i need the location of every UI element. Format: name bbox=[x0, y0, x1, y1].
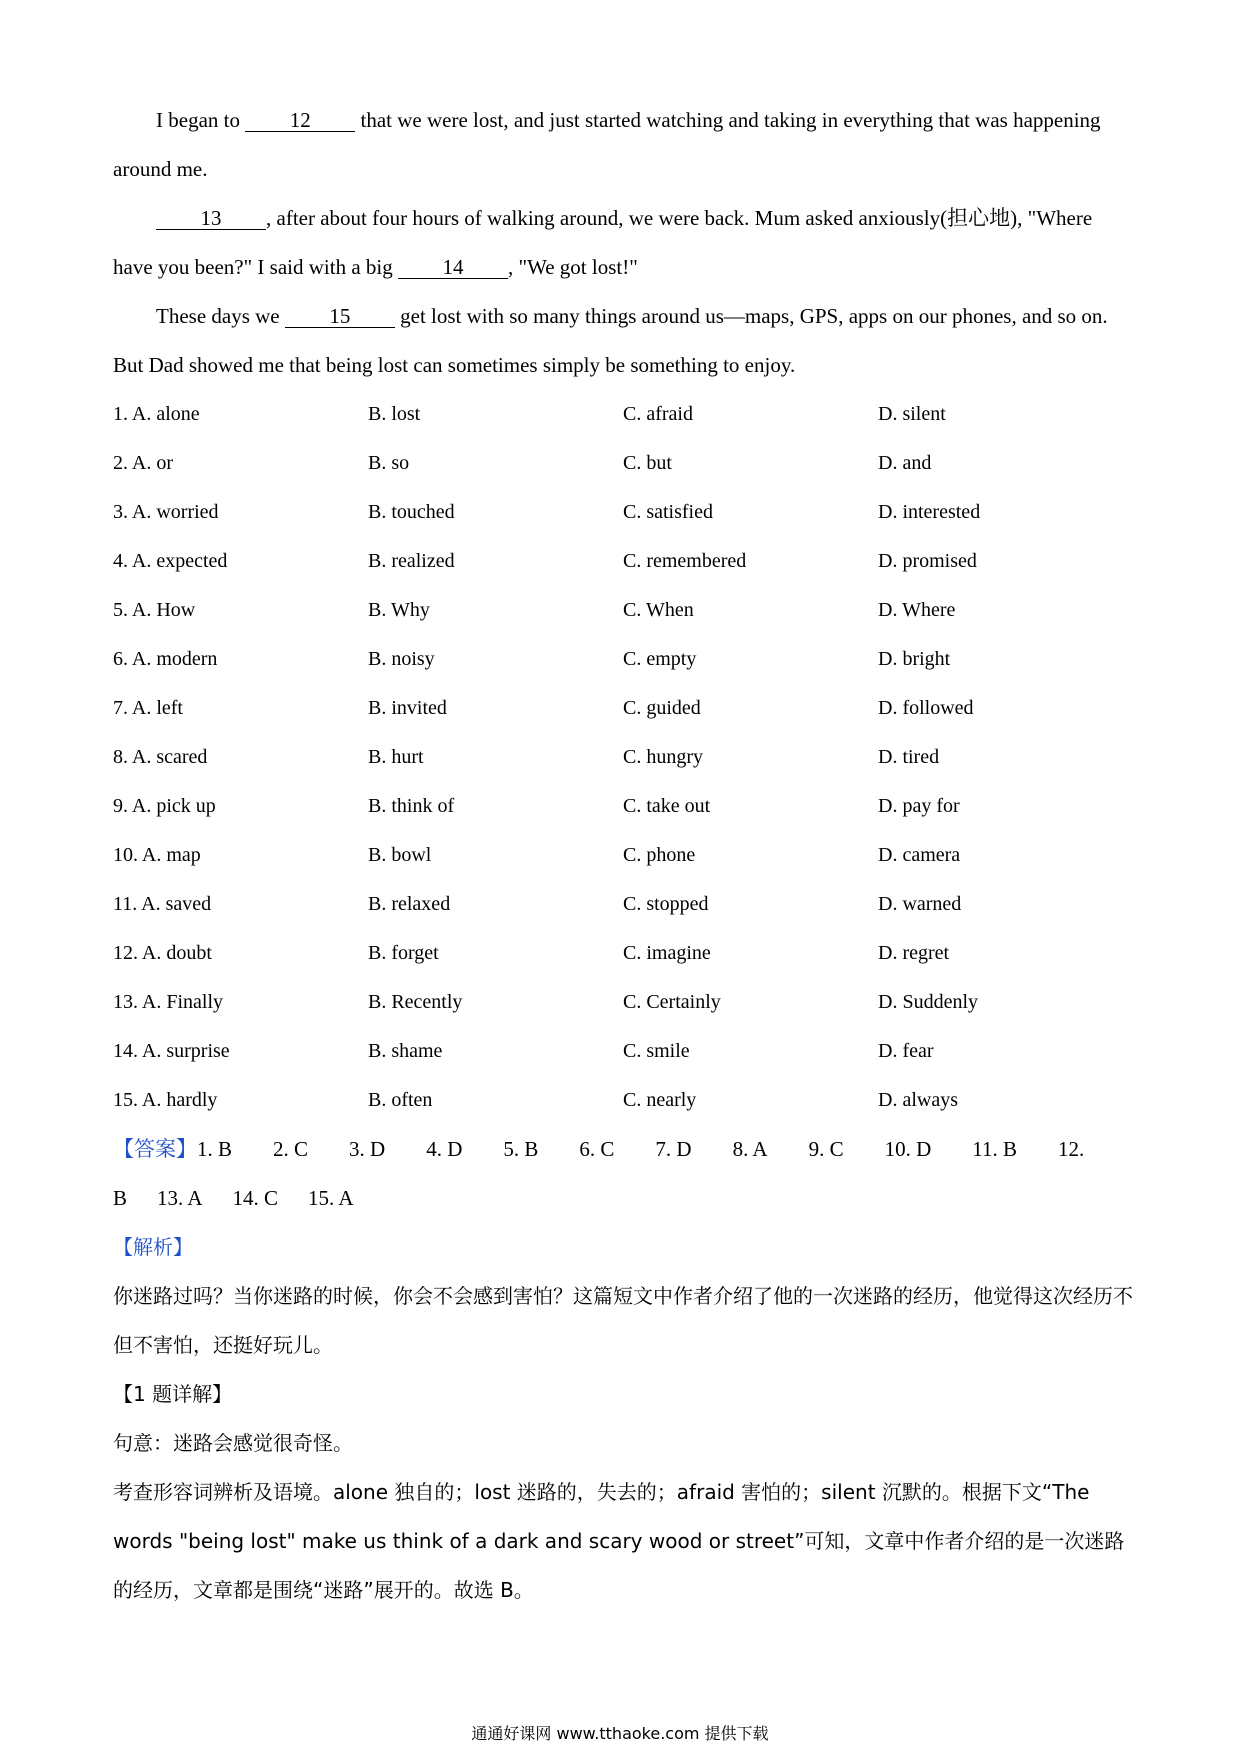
option-14-D: D. fear bbox=[878, 1040, 934, 1062]
option-row-13 bbox=[113, 978, 1133, 1027]
answer-item: 2. C bbox=[273, 1137, 309, 1161]
option-8-D: D. tired bbox=[878, 746, 940, 768]
option-12-B: B. forget bbox=[368, 942, 439, 964]
option-11-B: B. relaxed bbox=[368, 893, 451, 915]
answer-item: 9. C bbox=[808, 1137, 844, 1161]
answer-item: 11. B bbox=[972, 1137, 1018, 1161]
option-10-B: B. bowl bbox=[368, 844, 432, 866]
option-row-6 bbox=[113, 635, 1133, 684]
option-9-B: B. think of bbox=[368, 795, 455, 817]
option-8-B: B. hurt bbox=[368, 746, 424, 768]
option-9-C: C. take out bbox=[623, 795, 711, 817]
answer-item: 10. D bbox=[884, 1137, 932, 1161]
option-3-A: 3. A. worried bbox=[113, 501, 219, 523]
option-1-A: 1. A. alone bbox=[113, 403, 200, 425]
option-14-B: B. shame bbox=[368, 1040, 443, 1062]
option-row-8 bbox=[113, 733, 1133, 782]
page-footer: 通通好课网 www.tthaoke.com 提供下载 bbox=[471, 1724, 769, 1743]
option-6-A: 6. A. modern bbox=[113, 648, 218, 670]
option-11-A: 11. A. saved bbox=[113, 893, 212, 915]
answer-item: 3. D bbox=[349, 1137, 386, 1161]
option-11-C: C. stopped bbox=[623, 893, 709, 915]
option-7-C: C. guided bbox=[623, 697, 701, 719]
option-8-A: 8. A. scared bbox=[113, 746, 208, 768]
option-4-D: D. promised bbox=[878, 550, 977, 572]
answer-item: 13. A bbox=[157, 1186, 203, 1210]
analysis-tag: 【解析】 bbox=[113, 1235, 193, 1259]
option-1-D: D. silent bbox=[878, 403, 946, 425]
answer-line-2 bbox=[113, 1174, 1133, 1223]
option-15-D: D. always bbox=[878, 1089, 958, 1111]
option-row-2 bbox=[113, 439, 1133, 488]
option-12-A: 12. A. doubt bbox=[113, 942, 212, 964]
option-13-A: 13. A. Finally bbox=[113, 991, 224, 1013]
option-6-B: B. noisy bbox=[368, 648, 435, 670]
option-row-3 bbox=[113, 488, 1133, 537]
option-13-B: B. Recently bbox=[368, 991, 463, 1013]
answer-item: B bbox=[113, 1186, 128, 1210]
option-row-5 bbox=[113, 586, 1133, 635]
blank-14: 14 bbox=[398, 256, 508, 279]
option-row-14 bbox=[113, 1027, 1133, 1076]
answer-item: 14. C bbox=[232, 1186, 279, 1210]
option-row-15 bbox=[113, 1076, 1133, 1125]
text-segment: , "We got lost!" bbox=[508, 255, 638, 279]
option-5-B: B. Why bbox=[368, 599, 430, 621]
option-8-C: C. hungry bbox=[623, 746, 703, 768]
option-10-C: C. phone bbox=[623, 844, 696, 866]
option-row-9 bbox=[113, 782, 1133, 831]
option-9-A: 9. A. pick up bbox=[113, 795, 216, 817]
option-row-10 bbox=[113, 831, 1133, 880]
option-3-C: C. satisfied bbox=[623, 501, 713, 523]
answer-item: 1. B bbox=[197, 1137, 233, 1161]
answer-line-1 bbox=[113, 1125, 1133, 1174]
answer-item: 12. bbox=[1058, 1137, 1085, 1161]
option-2-A: 2. A. or bbox=[113, 452, 173, 474]
answer-item: 15. A bbox=[308, 1186, 354, 1210]
question-1-heading: 【1 题详解】 bbox=[113, 1382, 233, 1406]
option-10-A: 10. A. map bbox=[113, 844, 201, 866]
option-2-B: B. so bbox=[368, 452, 410, 474]
option-2-C: C. but bbox=[623, 452, 672, 474]
analysis-summary: 你迷路过吗？当你迷路的时候，你会不会感到害怕？这篇短文中作者介绍了他的一次迷路的经历，他觉得这次经历不但不害怕，还挺好玩儿。 bbox=[113, 1284, 1133, 1357]
text-segment: get lost with so many things around us—maps, GPS, apps on our phones, and so on. But Dad showed me that being lost can sometimes simply be something to enjoy. bbox=[113, 304, 1108, 377]
option-row-12 bbox=[113, 929, 1133, 978]
passage-paragraph-1 bbox=[113, 96, 1133, 194]
option-5-A: 5. A. How bbox=[113, 599, 196, 621]
text-segment: These days we bbox=[156, 304, 285, 328]
option-4-C: C. remembered bbox=[623, 550, 747, 572]
option-10-D: D. camera bbox=[878, 844, 961, 866]
answer-items-continued bbox=[113, 1186, 354, 1210]
question-1-detail: 考查形容词辨析及语境。alone 独自的；lost 迷路的，失去的；afraid 害怕的；silent 沉默的。根据下文“The words "being lost" make us think of a dark and scary wood or street”可知，文章中作者介绍的是一次迷路的经历，文章都是围绕“迷路”展开的。故选 B。 bbox=[113, 1480, 1125, 1602]
option-14-C: C. smile bbox=[623, 1040, 690, 1062]
answer-item: 6. C bbox=[579, 1137, 615, 1161]
option-row-11 bbox=[113, 880, 1133, 929]
answer-item: 8. A bbox=[732, 1137, 768, 1161]
option-7-A: 7. A. left bbox=[113, 697, 183, 719]
option-row-7 bbox=[113, 684, 1133, 733]
option-12-C: C. imagine bbox=[623, 942, 711, 964]
answer-item: 4. D bbox=[426, 1137, 463, 1161]
passage-paragraph-3 bbox=[113, 292, 1133, 390]
option-6-C: C. empty bbox=[623, 648, 697, 670]
option-15-B: B. often bbox=[368, 1089, 433, 1111]
option-11-D: D. warned bbox=[878, 893, 962, 915]
option-9-D: D. pay for bbox=[878, 795, 960, 817]
text-segment: that we were lost, and just started watching and taking in everything that was happening around me. bbox=[113, 108, 1101, 181]
option-7-D: D. followed bbox=[878, 697, 974, 719]
answer-item: 5. B bbox=[503, 1137, 539, 1161]
passage-paragraph-2 bbox=[113, 194, 1133, 292]
document-page bbox=[113, 0, 1133, 1615]
blank-15: 15 bbox=[285, 305, 395, 328]
answer-item: 7. D bbox=[655, 1137, 692, 1161]
option-4-A: 4. A. expected bbox=[113, 550, 228, 572]
option-15-A: 15. A. hardly bbox=[113, 1089, 218, 1111]
option-row-4 bbox=[113, 537, 1133, 586]
option-13-D: D. Suddenly bbox=[878, 991, 978, 1013]
text-segment: I began to bbox=[156, 108, 246, 132]
answer-tag: 【答案】 bbox=[113, 1137, 197, 1161]
blank-13: 13 bbox=[156, 207, 266, 230]
option-1-B: B. lost bbox=[368, 403, 421, 425]
option-3-B: B. touched bbox=[368, 501, 455, 523]
option-15-C: C. nearly bbox=[623, 1089, 697, 1111]
option-1-C: C. afraid bbox=[623, 403, 693, 425]
option-14-A: 14. A. surprise bbox=[113, 1040, 230, 1062]
option-4-B: B. realized bbox=[368, 550, 455, 572]
option-row-1 bbox=[113, 390, 1133, 439]
option-5-C: C. When bbox=[623, 599, 694, 621]
option-7-B: B. invited bbox=[368, 697, 447, 719]
option-3-D: D. interested bbox=[878, 501, 981, 523]
option-5-D: D. Where bbox=[878, 599, 956, 621]
blank-12: 12 bbox=[245, 109, 355, 132]
options-list bbox=[113, 390, 1133, 1125]
option-12-D: D. regret bbox=[878, 942, 950, 964]
text-segment: , after about four hours of walking around, we were back. Mum asked anxiously(担心地), "Where have you been?" I said with a big bbox=[113, 206, 1093, 279]
option-6-D: D. bright bbox=[878, 648, 951, 670]
option-13-C: C. Certainly bbox=[623, 991, 721, 1013]
option-2-D: D. and bbox=[878, 452, 932, 474]
answer-items bbox=[197, 1137, 1084, 1161]
question-1-meaning: 句意：迷路会感觉很奇怪。 bbox=[113, 1431, 353, 1455]
